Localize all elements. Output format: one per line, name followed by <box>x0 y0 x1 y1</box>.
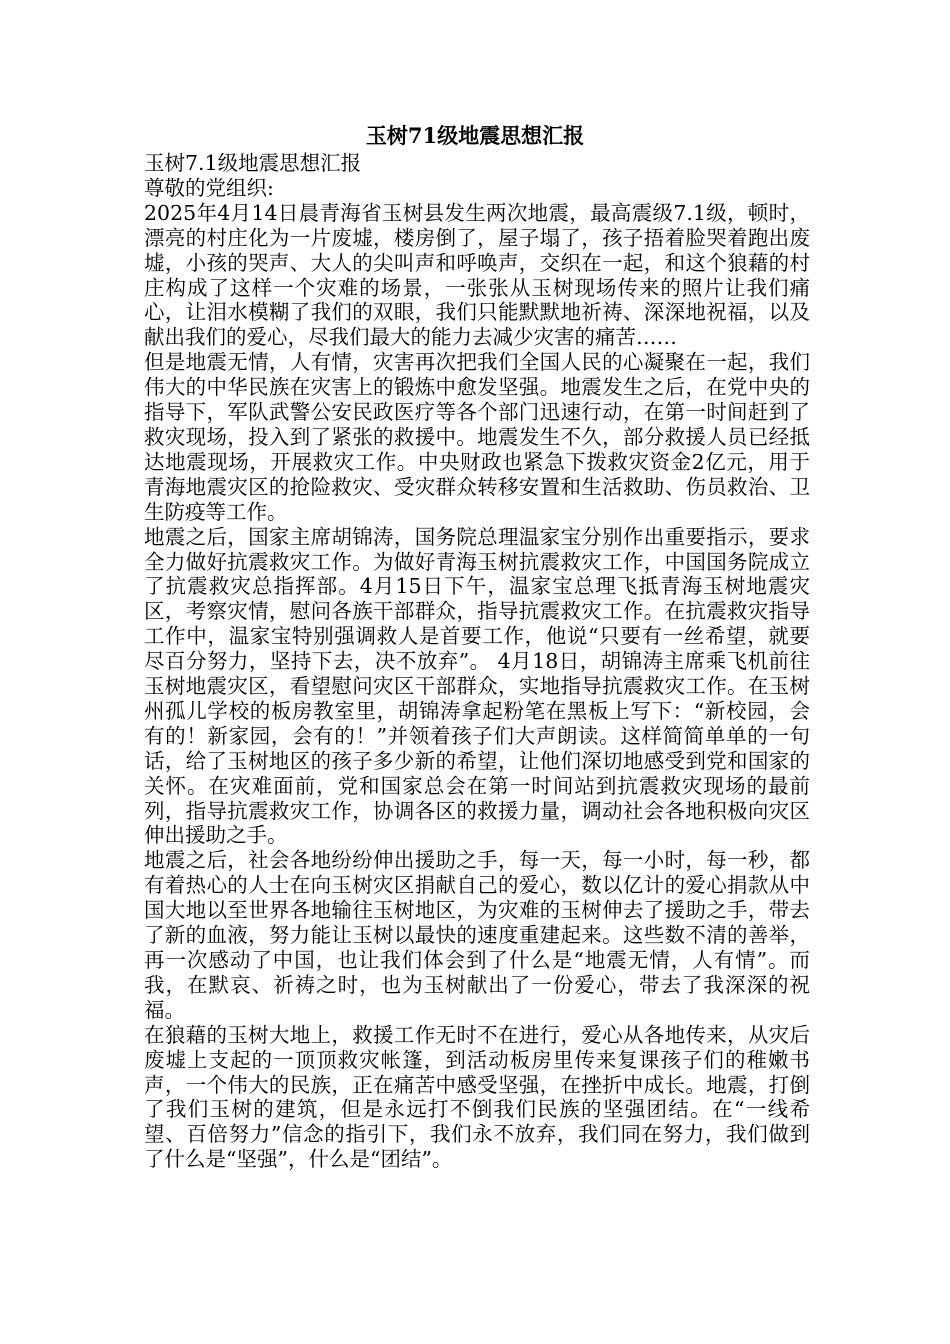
salutation-paragraph: 尊敬的党组织: <box>144 175 274 200</box>
document-body <box>144 151 810 1172</box>
body-paragraph: 在狼藉的玉树大地上，救援工作无时不在进行，爱心从各地传来，从灾后废墟上支起的一顶顶救灾帐篷，到活动板房里传来复课孩子们的稚嫩书声，一个伟大的民族，正在痛苦中感受坚强，在挫折中成长。地震，打倒了我们玉树的建筑，但是永远打不倒我们民族的坚强团结。在“一线希望、百倍努力”信念的指引下，我们永不放弃，我们同在努力，我们做到了什么是“坚强”，什么是“团结”。 <box>144 1022 810 1172</box>
body-paragraph: 地震之后，社会各地纷纷伸出援助之手，每一天，每一小时，每一秒，都有着热心的人士在向玉树灾区捐献自己的爱心，数以亿计的爱心捐款从中国大地以至世界各地输往玉树地区，为灾难的玉树伸去了援助之手，带去了新的血液，努力能让玉树以最快的速度重建起来。这些数不清的善举，再一次感动了中国，也让我们体会到了什么是“地震无情，人有情”。而我，在默哀、祈祷之时，也为玉树献出了一份爱心，带去了我深深的祝福。 <box>144 848 810 1022</box>
body-paragraph: 但是地震无情，人有情，灾害再次把我们全国人民的心凝聚在一起，我们伟大的中华民族在灾害上的锻炼中愈发坚强。地震发生之后，在党中央的指导下，军队武警公安民政医疗等各个部门迅速行动，在第一时间赶到了救灾现场，投入到了紧张的救援中。地震发生不久，部分救援人员已经抵达地震现场，开展救灾工作。中央财政也紧急下拨救灾资金2亿元，用于青海地震灾区的抢险救灾、受灾群众转移安置和生活救助、伤员救治、卫生防疫等工作。 <box>144 350 810 524</box>
subtitle-paragraph: 玉树7.1级地震思想汇报 <box>144 151 362 175</box>
document-title: 玉树71级地震思想汇报 <box>365 123 585 148</box>
body-paragraph: 地震之后，国家主席胡锦涛，国务院总理温家宝分别作出重要指示，要求全力做好抗震救灾工作。为做好青海玉树抗震救灾工作，中国国务院成立了抗震救灾总指挥部。4月15日下午，温家宝总理飞抵青海玉树地震灾区，考察灾情，慰问各族干部群众，指导抗震救灾工作。在抗震救灾指导工作中，温家宝特别强调救人是首要工作，他说“只要有一丝希望，就要尽百分努力，坚持下去，决不放弃”。 4月18日，胡锦涛主席乘飞机前往玉树地震灾区，看望慰问灾区干部群众，实地指导抗震救灾工作。在玉树州孤儿学校的板房教室里，胡锦涛拿起粉笔在黑板上写下：“新校园，会有的！新家园，会有的！”并领着孩子们大声朗读。这样简简单单的一句话，给了玉树地区的孩子多少新的希望，让他们深切地感受到党和国家的关怀。在灾难面前，党和国家总会在第一时间站到抗震救灾现场的最前列，指导抗震救灾工作，协调各区的救援力量，调动社会各地积极向灾区伸出援助之手。 <box>144 524 810 848</box>
body-paragraph: 2025年4月14日晨青海省玉树县发生两次地震，最高震级7.1级，顿时，漂亮的村庄化为一片废墟，楼房倒了，屋子塌了，孩子捂着脸哭着跑出废墟，小孩的哭声、大人的尖叫声和呼唤声，交织在一起，和这个狼藉的村庄构成了这样一个灾难的场景，一张张从玉树现场传来的照片让我们痛心，让泪水模糊了我们的双眼，我们只能默默地祈祷、深深地祝福，以及献出我们的爱心，尽我们最大的能力去减少灾害的痛苦…… <box>144 200 810 350</box>
